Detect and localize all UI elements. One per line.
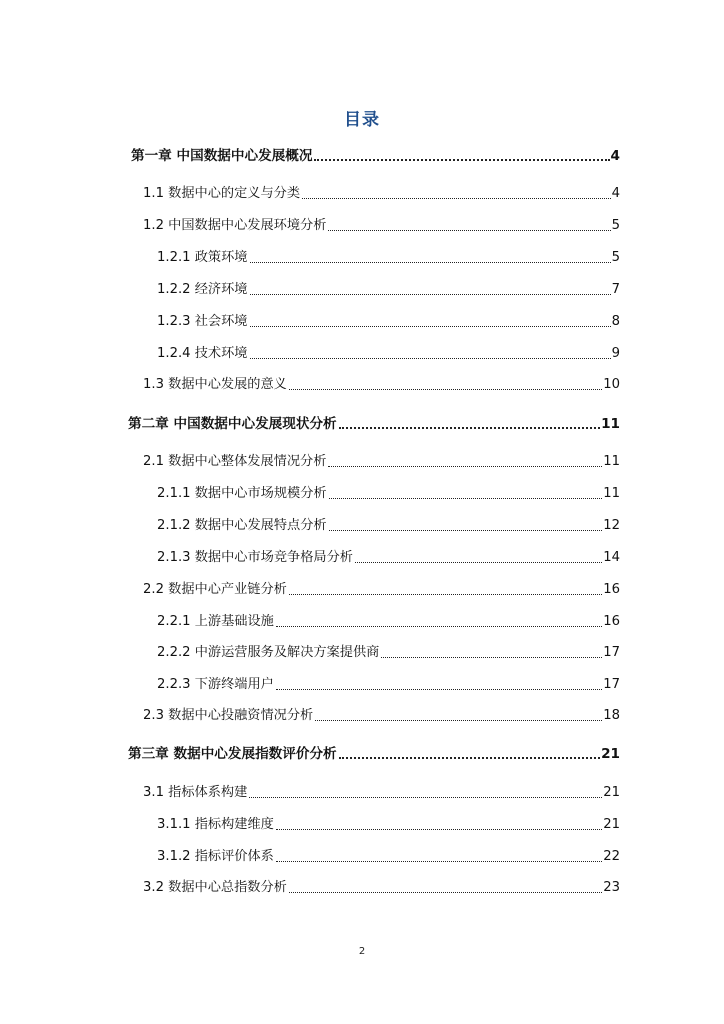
toc-entry-title: 2.2 数据中心产业链分析: [143, 582, 287, 597]
toc-entry-title: 2.3 数据中心投融资情况分析: [143, 708, 314, 723]
toc-entry[interactable]: [157, 248, 620, 268]
toc-entry-title: 1.2.2 经济环境: [157, 282, 248, 297]
dot-leader: [249, 797, 602, 798]
toc-entry-page: 17: [603, 677, 620, 692]
toc-entry-title: 2.1.3 数据中心市场竞争格局分析: [157, 550, 353, 565]
toc-entry-page: 16: [603, 582, 620, 597]
toc-entry-page: 5: [611, 218, 620, 233]
toc-entry[interactable]: [157, 312, 620, 332]
toc-entry-title: 3.1.1 指标构建维度: [157, 817, 274, 832]
dot-leader: [250, 326, 611, 327]
toc-entry-page: 17: [603, 645, 620, 660]
toc-entry[interactable]: [157, 280, 620, 300]
toc-entry-title: 1.1 数据中心的定义与分类: [143, 186, 301, 201]
toc-chapter-entry[interactable]: [128, 744, 620, 764]
toc-entry-page: 5: [611, 250, 620, 265]
dot-leader: [314, 159, 609, 161]
dot-leader: [250, 294, 611, 295]
toc-entry-title: 1.2 中国数据中心发展环境分析: [143, 218, 327, 233]
toc-entry-title: 2.1.2 数据中心发展特点分析: [157, 518, 327, 533]
dot-leader: [276, 861, 602, 862]
toc-entry[interactable]: [143, 783, 620, 803]
toc-chapter-entry[interactable]: [128, 414, 620, 434]
toc-entry-title: 1.2.1 政策环境: [157, 250, 248, 265]
toc-entry-page: 9: [611, 346, 620, 361]
toc-entry-page: 22: [603, 849, 620, 864]
toc-entry[interactable]: [143, 580, 620, 600]
toc-entry[interactable]: [157, 643, 620, 663]
toc-entry[interactable]: [157, 548, 620, 568]
toc-entry-page: 10: [603, 377, 620, 392]
toc-entry-title: 2.2.1 上游基础设施: [157, 614, 274, 629]
toc-entry-title: 1.3 数据中心发展的意义: [143, 377, 287, 392]
toc-entry-title: 3.1 指标体系构建: [143, 785, 248, 800]
dot-leader: [329, 530, 603, 531]
toc-entry-title: 3.1.2 指标评价体系: [157, 849, 274, 864]
dot-leader: [302, 198, 611, 199]
toc-entry-title: 2.2.3 下游终端用户: [157, 677, 274, 692]
toc-entry[interactable]: [143, 375, 620, 395]
toc-entry-page: 18: [603, 708, 620, 723]
toc-entry[interactable]: [157, 847, 620, 867]
toc-entry-page: 11: [601, 416, 620, 432]
toc-entry-title: 1.2.4 技术环境: [157, 346, 248, 361]
toc-entry[interactable]: [157, 484, 620, 504]
toc-entry[interactable]: [143, 184, 620, 204]
dot-leader: [289, 892, 602, 893]
dot-leader: [328, 466, 602, 467]
toc-entry[interactable]: [143, 216, 620, 236]
toc-entry[interactable]: [143, 706, 620, 726]
toc-entry-title: 2.1.1 数据中心市场规模分析: [157, 486, 327, 501]
toc-entry-page: 21: [603, 785, 620, 800]
toc-entry[interactable]: [157, 612, 620, 632]
toc-entry-page: 11: [603, 454, 620, 469]
toc-entry-title: 第一章 中国数据中心发展概况: [131, 148, 313, 164]
toc-entry-title: 2.1 数据中心整体发展情况分析: [143, 454, 327, 469]
toc-entry-page: 4: [611, 186, 620, 201]
toc-entry-page: 14: [603, 550, 620, 565]
toc-entry-title: 2.2.2 中游运营服务及解决方案提供商: [157, 645, 380, 660]
toc-entry-page: 16: [603, 614, 620, 629]
dot-leader: [339, 757, 600, 759]
dot-leader: [329, 498, 603, 499]
toc-entry-title: 第三章 数据中心发展指数评价分析: [128, 746, 337, 762]
toc-entry[interactable]: [157, 344, 620, 364]
toc-entry-title: 1.2.3 社会环境: [157, 314, 248, 329]
dot-leader: [289, 594, 602, 595]
dot-leader: [289, 389, 602, 390]
toc-entry[interactable]: [157, 675, 620, 695]
dot-leader: [355, 562, 602, 563]
dot-leader: [339, 427, 600, 429]
dot-leader: [276, 689, 602, 690]
toc-entry-page: 7: [611, 282, 620, 297]
dot-leader: [276, 626, 602, 627]
dot-leader: [328, 230, 610, 231]
dot-leader: [250, 358, 611, 359]
toc-entry-page: 11: [603, 486, 620, 501]
toc-entry-page: 23: [603, 880, 620, 895]
page-number: 2: [358, 946, 366, 957]
dot-leader: [315, 720, 602, 721]
toc-entry-page: 12: [603, 518, 620, 533]
toc-entry-title: 第二章 中国数据中心发展现状分析: [128, 416, 337, 432]
dot-leader: [276, 829, 602, 830]
toc-entry-page: 21: [601, 746, 620, 762]
toc-entry[interactable]: [143, 878, 620, 898]
toc-entry[interactable]: [143, 452, 620, 472]
toc-entry-page: 21: [603, 817, 620, 832]
toc-title: 目录: [344, 110, 380, 130]
toc-entry[interactable]: [157, 815, 620, 835]
toc-entry-page: 4: [610, 148, 620, 164]
toc-entry-page: 8: [611, 314, 620, 329]
toc-entry-title: 3.2 数据中心总指数分析: [143, 880, 287, 895]
dot-leader: [381, 657, 602, 658]
toc-chapter-entry[interactable]: [131, 146, 620, 166]
dot-leader: [250, 262, 611, 263]
toc-entry[interactable]: [157, 516, 620, 536]
